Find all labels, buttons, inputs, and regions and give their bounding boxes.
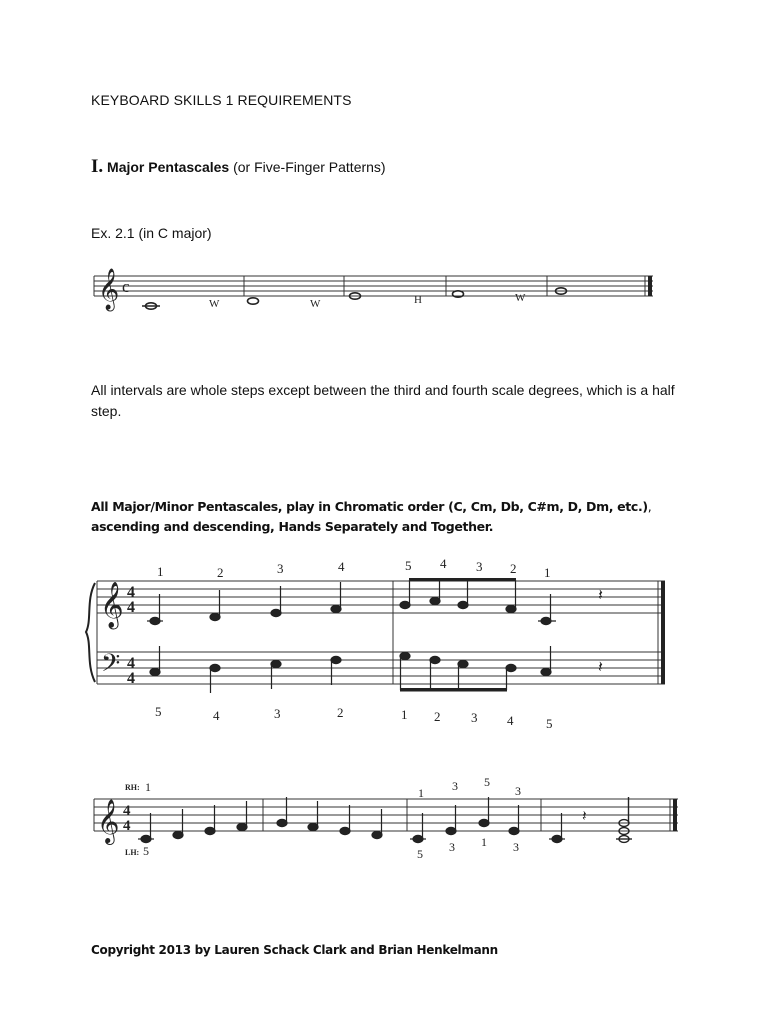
upper-fingering: 1 xyxy=(418,786,424,800)
rh-fingering: 2 xyxy=(217,565,224,580)
lower-fingering: 3 xyxy=(449,840,455,854)
upper-fingering: 3 xyxy=(515,784,521,798)
lh-fingering: 2 xyxy=(337,705,344,720)
time-sig-bottom: 4 xyxy=(127,599,135,616)
svg-text:c: c xyxy=(122,277,130,296)
rh-start-fingering: 1 xyxy=(145,780,151,794)
svg-text:𝄞: 𝄞 xyxy=(97,801,120,843)
rh-label: RH: xyxy=(125,783,140,792)
time-sig-top: 4 xyxy=(127,655,135,672)
rh-fingering: 2 xyxy=(510,561,517,576)
lh-start-fingering: 5 xyxy=(143,844,149,858)
step-label: H xyxy=(414,294,422,306)
lh-fingering: 3 xyxy=(471,710,478,725)
time-sig-top: 4 xyxy=(127,584,135,601)
step-label: W xyxy=(310,298,321,310)
rh-fingering: 5 xyxy=(405,558,412,573)
svg-text:𝄽: 𝄽 xyxy=(598,659,603,676)
intervals-paragraph: All intervals are whole steps except between the third and fourth scale degrees, which is a half step. xyxy=(91,382,675,419)
section-subtitle: (or Five-Finger Patterns) xyxy=(229,159,386,175)
document-heading: KEYBOARD SKILLS 1 REQUIREMENTS xyxy=(91,92,352,108)
lh-label: LH: xyxy=(125,848,140,857)
section-numeral: I. xyxy=(91,156,104,177)
section-title: Major Pentascales xyxy=(107,159,230,175)
copyright-footer: Copyright 2013 by Lauren Schack Clark and Brian Henkelmann xyxy=(91,943,498,957)
example-label: Ex. 2.1 (in C major) xyxy=(91,225,212,241)
step-label: W xyxy=(209,298,220,310)
rh-fingering: 1 xyxy=(544,565,551,580)
time-sig-bottom: 4 xyxy=(127,670,135,687)
lh-fingering: 1 xyxy=(401,707,408,722)
lh-fingering: 4 xyxy=(213,708,220,723)
upper-fingering: 3 xyxy=(452,779,458,793)
upper-fingering: 5 xyxy=(484,775,490,789)
section-heading xyxy=(91,156,386,178)
lh-fingering: 2 xyxy=(434,709,441,724)
time-sig-top: 4 xyxy=(123,803,131,819)
rh-fingering: 4 xyxy=(440,556,447,571)
lower-fingering: 1 xyxy=(481,835,487,849)
lh-fingering: 4 xyxy=(507,713,514,728)
instruction-part-2: ascending and descending, Hands Separately and Together. xyxy=(91,518,494,534)
svg-text:𝄞: 𝄞 xyxy=(100,582,124,627)
time-sig-bottom: 4 xyxy=(123,818,131,834)
svg-text:𝄽: 𝄽 xyxy=(598,587,603,604)
svg-text:𝄢: 𝄢 xyxy=(101,650,121,683)
lower-fingering: 5 xyxy=(417,847,423,861)
lh-fingering: 5 xyxy=(546,716,553,731)
lower-fingering: 3 xyxy=(513,840,519,854)
lh-fingering: 3 xyxy=(274,706,281,721)
instruction-separator: , xyxy=(647,499,652,514)
step-label: W xyxy=(515,292,526,304)
rh-fingering: 4 xyxy=(338,559,345,574)
rh-fingering: 3 xyxy=(476,559,483,574)
instruction-part-1: All Major/Minor Pentascales, play in Chromatic order (C, Cm, Db, C#m, D, Dm, etc.) xyxy=(91,499,648,514)
svg-text:𝄽: 𝄽 xyxy=(582,809,587,825)
rh-fingering: 3 xyxy=(277,561,284,576)
rh-fingering: 1 xyxy=(157,564,164,579)
svg-text:𝄞: 𝄞 xyxy=(98,269,120,309)
lh-fingering: 5 xyxy=(155,704,162,719)
practice-instructions xyxy=(91,497,681,536)
